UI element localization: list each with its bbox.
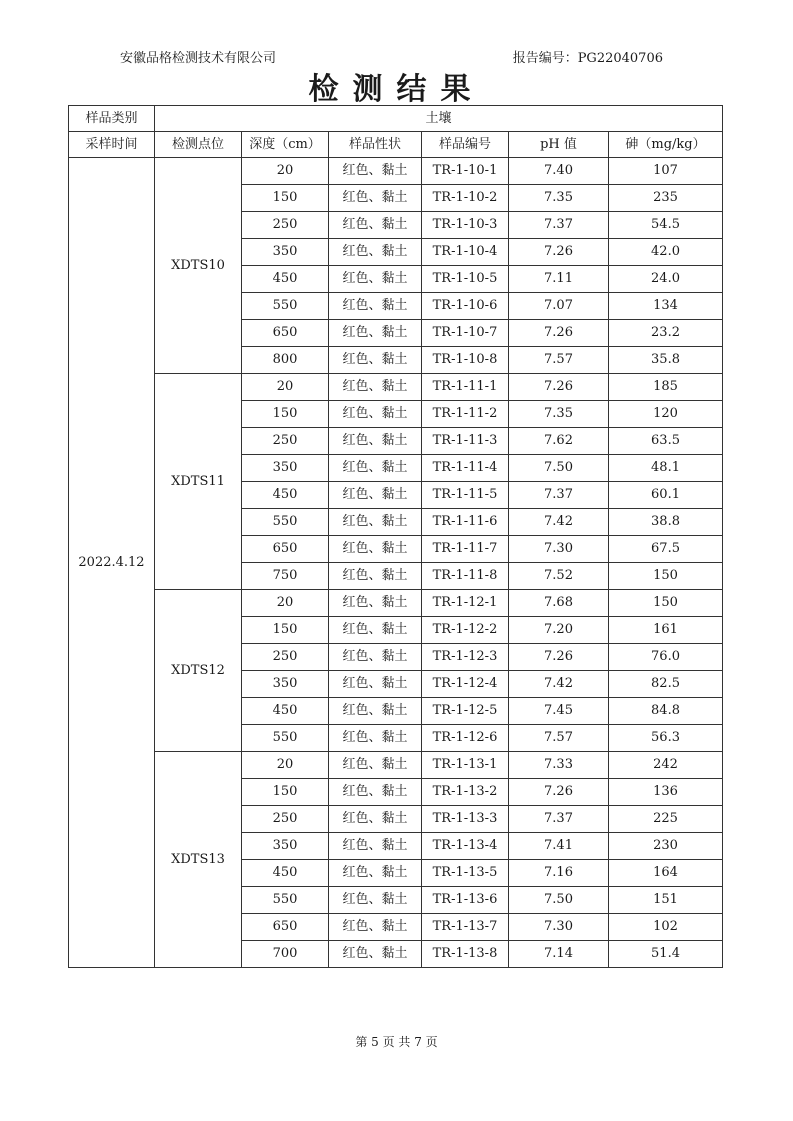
sample-id-cell: TR-1-11-4: [422, 455, 509, 482]
sample-property-cell: 红色、黏土: [329, 374, 422, 401]
depth-cell: 650: [242, 536, 329, 563]
sample-property-cell: 红色、黏土: [329, 941, 422, 968]
arsenic-cell: 151: [609, 887, 723, 914]
arsenic-cell: 51.4: [609, 941, 723, 968]
col-header-sample-property: 样品性状: [329, 132, 422, 158]
col-header-arsenic: 砷（mg/kg）: [609, 132, 723, 158]
arsenic-cell: 63.5: [609, 428, 723, 455]
sample-id-cell: TR-1-10-6: [422, 293, 509, 320]
company-name: 安徽品格检测技术有限公司: [120, 51, 277, 66]
depth-cell: 550: [242, 293, 329, 320]
depth-cell: 450: [242, 860, 329, 887]
ph-cell: 7.37: [509, 806, 609, 833]
ph-cell: 7.37: [509, 212, 609, 239]
sample-id-cell: TR-1-11-6: [422, 509, 509, 536]
sample-id-cell: TR-1-11-8: [422, 563, 509, 590]
col-header-depth: 深度（cm）: [242, 132, 329, 158]
ph-cell: 7.14: [509, 941, 609, 968]
sample-property-cell: 红色、黏土: [329, 590, 422, 617]
category-row: [69, 106, 723, 132]
ph-cell: 7.57: [509, 347, 609, 374]
table-row: [69, 752, 723, 779]
sample-id-cell: TR-1-10-8: [422, 347, 509, 374]
sample-id-cell: TR-1-10-4: [422, 239, 509, 266]
sample-id-cell: TR-1-13-6: [422, 887, 509, 914]
depth-cell: 250: [242, 644, 329, 671]
table-row: [69, 158, 723, 185]
arsenic-cell: 76.0: [609, 644, 723, 671]
sample-id-cell: TR-1-12-3: [422, 644, 509, 671]
arsenic-cell: 161: [609, 617, 723, 644]
arsenic-cell: 48.1: [609, 455, 723, 482]
depth-cell: 20: [242, 374, 329, 401]
sample-id-cell: TR-1-11-3: [422, 428, 509, 455]
arsenic-cell: 67.5: [609, 536, 723, 563]
column-header-row: [69, 132, 723, 158]
depth-cell: 350: [242, 671, 329, 698]
arsenic-cell: 54.5: [609, 212, 723, 239]
sample-id-cell: TR-1-10-1: [422, 158, 509, 185]
depth-cell: 650: [242, 914, 329, 941]
depth-cell: 350: [242, 833, 329, 860]
arsenic-cell: 185: [609, 374, 723, 401]
sample-id-cell: TR-1-13-7: [422, 914, 509, 941]
arsenic-cell: 225: [609, 806, 723, 833]
sample-property-cell: 红色、黏土: [329, 671, 422, 698]
sample-id-cell: TR-1-13-8: [422, 941, 509, 968]
sample-id-cell: TR-1-13-1: [422, 752, 509, 779]
sample-id-cell: TR-1-12-1: [422, 590, 509, 617]
arsenic-cell: 23.2: [609, 320, 723, 347]
ph-cell: 7.45: [509, 698, 609, 725]
ph-cell: 7.16: [509, 860, 609, 887]
arsenic-cell: 242: [609, 752, 723, 779]
ph-cell: 7.26: [509, 374, 609, 401]
ph-cell: 7.07: [509, 293, 609, 320]
sample-property-cell: 红色、黏土: [329, 293, 422, 320]
depth-cell: 250: [242, 428, 329, 455]
depth-cell: 700: [242, 941, 329, 968]
ph-cell: 7.52: [509, 563, 609, 590]
depth-cell: 800: [242, 347, 329, 374]
ph-cell: 7.57: [509, 725, 609, 752]
sample-id-cell: TR-1-13-3: [422, 806, 509, 833]
depth-cell: 350: [242, 455, 329, 482]
depth-cell: 650: [242, 320, 329, 347]
ph-cell: 7.42: [509, 671, 609, 698]
sample-property-cell: 红色、黏土: [329, 617, 422, 644]
sample-property-cell: 红色、黏土: [329, 320, 422, 347]
arsenic-cell: 60.1: [609, 482, 723, 509]
arsenic-cell: 164: [609, 860, 723, 887]
ph-cell: 7.41: [509, 833, 609, 860]
sample-id-cell: TR-1-11-2: [422, 401, 509, 428]
sampling-date-cell: 2022.4.12: [69, 158, 155, 968]
arsenic-cell: 84.8: [609, 698, 723, 725]
depth-cell: 750: [242, 563, 329, 590]
depth-cell: 450: [242, 698, 329, 725]
sample-property-cell: 红色、黏土: [329, 509, 422, 536]
arsenic-cell: 42.0: [609, 239, 723, 266]
sample-id-cell: TR-1-12-6: [422, 725, 509, 752]
arsenic-cell: 56.3: [609, 725, 723, 752]
category-value: 土壤: [155, 106, 723, 132]
ph-cell: 7.35: [509, 401, 609, 428]
site-cell: XDTS12: [155, 590, 242, 752]
sample-id-cell: TR-1-10-2: [422, 185, 509, 212]
table-row: [69, 374, 723, 401]
ph-cell: 7.37: [509, 482, 609, 509]
depth-cell: 150: [242, 401, 329, 428]
sample-property-cell: 红色、黏土: [329, 239, 422, 266]
site-cell: XDTS11: [155, 374, 242, 590]
sample-property-cell: 红色、黏土: [329, 212, 422, 239]
results-table: [68, 105, 723, 968]
sample-property-cell: 红色、黏土: [329, 752, 422, 779]
report-number: 报告编号：PG22040706: [512, 51, 663, 66]
sample-property-cell: 红色、黏土: [329, 266, 422, 293]
page-title: 检测结果: [308, 72, 485, 107]
depth-cell: 250: [242, 806, 329, 833]
ph-cell: 7.35: [509, 185, 609, 212]
sample-property-cell: 红色、黏土: [329, 482, 422, 509]
category-label: 样品类别: [69, 106, 155, 132]
arsenic-cell: 136: [609, 779, 723, 806]
arsenic-cell: 134: [609, 293, 723, 320]
depth-cell: 150: [242, 185, 329, 212]
ph-cell: 7.11: [509, 266, 609, 293]
arsenic-cell: 82.5: [609, 671, 723, 698]
page-footer: 第 5 页 共 7 页: [355, 1035, 438, 1049]
depth-cell: 550: [242, 725, 329, 752]
arsenic-cell: 24.0: [609, 266, 723, 293]
sample-property-cell: 红色、黏土: [329, 185, 422, 212]
sample-property-cell: 红色、黏土: [329, 887, 422, 914]
depth-cell: 150: [242, 617, 329, 644]
sample-property-cell: 红色、黏土: [329, 833, 422, 860]
sample-property-cell: 红色、黏土: [329, 779, 422, 806]
depth-cell: 20: [242, 158, 329, 185]
sample-property-cell: 红色、黏土: [329, 806, 422, 833]
depth-cell: 250: [242, 212, 329, 239]
table-row: [69, 590, 723, 617]
sample-id-cell: TR-1-13-2: [422, 779, 509, 806]
arsenic-cell: 230: [609, 833, 723, 860]
ph-cell: 7.68: [509, 590, 609, 617]
ph-cell: 7.26: [509, 644, 609, 671]
sample-id-cell: TR-1-11-5: [422, 482, 509, 509]
sample-property-cell: 红色、黏土: [329, 698, 422, 725]
sample-id-cell: TR-1-10-7: [422, 320, 509, 347]
sample-property-cell: 红色、黏土: [329, 428, 422, 455]
depth-cell: 550: [242, 509, 329, 536]
arsenic-cell: 150: [609, 590, 723, 617]
sample-id-cell: TR-1-11-1: [422, 374, 509, 401]
depth-cell: 20: [242, 752, 329, 779]
sample-property-cell: 红色、黏土: [329, 725, 422, 752]
col-header-site: 检测点位: [155, 132, 242, 158]
ph-cell: 7.50: [509, 455, 609, 482]
sample-property-cell: 红色、黏土: [329, 158, 422, 185]
ph-cell: 7.50: [509, 887, 609, 914]
sample-property-cell: 红色、黏土: [329, 914, 422, 941]
sample-property-cell: 红色、黏土: [329, 860, 422, 887]
sample-id-cell: TR-1-11-7: [422, 536, 509, 563]
site-cell: XDTS10: [155, 158, 242, 374]
depth-cell: 450: [242, 266, 329, 293]
sample-property-cell: 红色、黏土: [329, 401, 422, 428]
depth-cell: 350: [242, 239, 329, 266]
arsenic-cell: 235: [609, 185, 723, 212]
depth-cell: 150: [242, 779, 329, 806]
sample-id-cell: TR-1-12-2: [422, 617, 509, 644]
arsenic-cell: 38.8: [609, 509, 723, 536]
sample-id-cell: TR-1-12-4: [422, 671, 509, 698]
sample-property-cell: 红色、黏土: [329, 455, 422, 482]
sample-id-cell: TR-1-13-5: [422, 860, 509, 887]
arsenic-cell: 120: [609, 401, 723, 428]
arsenic-cell: 107: [609, 158, 723, 185]
ph-cell: 7.26: [509, 779, 609, 806]
ph-cell: 7.33: [509, 752, 609, 779]
ph-cell: 7.30: [509, 536, 609, 563]
depth-cell: 450: [242, 482, 329, 509]
site-cell: XDTS13: [155, 752, 242, 968]
arsenic-cell: 35.8: [609, 347, 723, 374]
sample-property-cell: 红色、黏土: [329, 563, 422, 590]
results-table-body: [69, 106, 723, 968]
col-header-sampling-time: 采样时间: [69, 132, 155, 158]
ph-cell: 7.42: [509, 509, 609, 536]
sample-property-cell: 红色、黏土: [329, 644, 422, 671]
depth-cell: 20: [242, 590, 329, 617]
sample-id-cell: TR-1-10-5: [422, 266, 509, 293]
depth-cell: 550: [242, 887, 329, 914]
ph-cell: 7.30: [509, 914, 609, 941]
ph-cell: 7.40: [509, 158, 609, 185]
col-header-sample-id: 样品编号: [422, 132, 509, 158]
col-header-ph: pH 值: [509, 132, 609, 158]
ph-cell: 7.26: [509, 320, 609, 347]
sample-id-cell: TR-1-10-3: [422, 212, 509, 239]
sample-id-cell: TR-1-13-4: [422, 833, 509, 860]
ph-cell: 7.26: [509, 239, 609, 266]
sample-property-cell: 红色、黏土: [329, 347, 422, 374]
arsenic-cell: 150: [609, 563, 723, 590]
ph-cell: 7.62: [509, 428, 609, 455]
ph-cell: 7.20: [509, 617, 609, 644]
sample-property-cell: 红色、黏土: [329, 536, 422, 563]
arsenic-cell: 102: [609, 914, 723, 941]
sample-id-cell: TR-1-12-5: [422, 698, 509, 725]
